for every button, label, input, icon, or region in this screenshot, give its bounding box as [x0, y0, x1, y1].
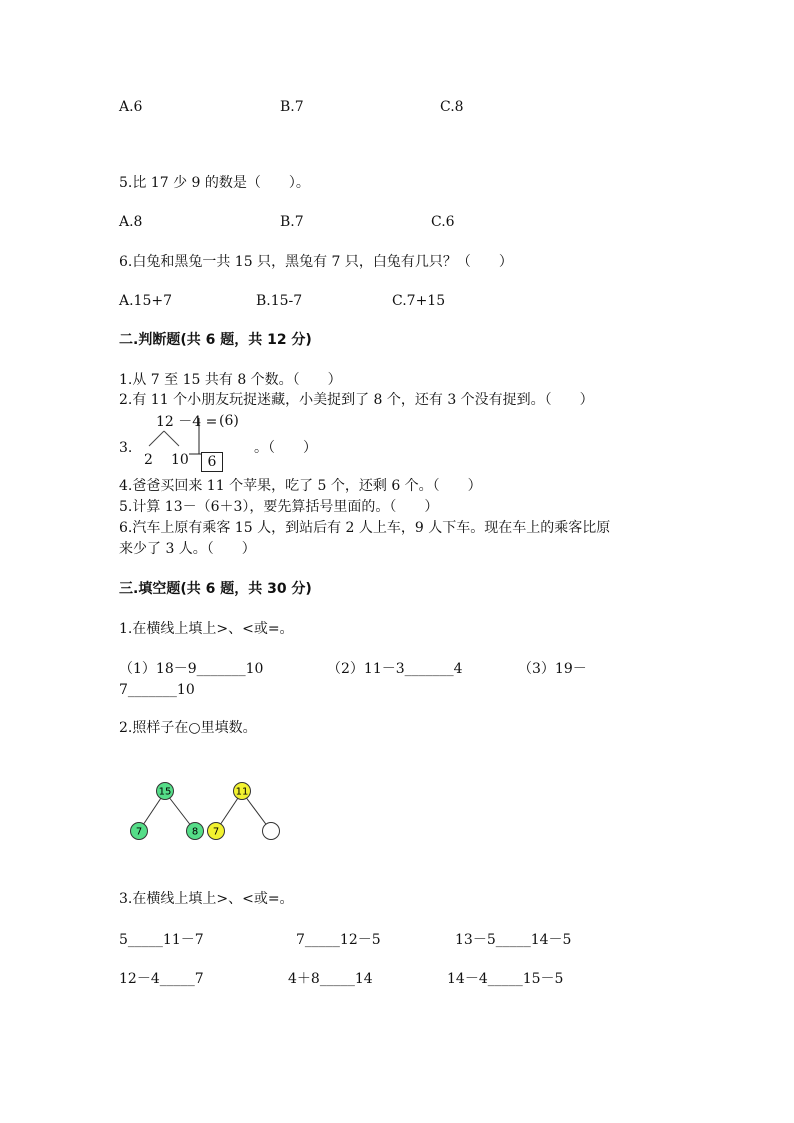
fill-q1-line2: 7_______10 — [119, 682, 195, 698]
fill-q1-item-3: （3）19－ — [518, 661, 587, 677]
section-3-title: 三.填空题(共 6 题，共 30 分) — [119, 581, 312, 597]
q6-option-b: B.15-7 — [256, 293, 303, 309]
q6-option-c: C.7+15 — [392, 293, 446, 309]
judge-q3-equation: 12 －4 = — [156, 414, 218, 430]
tree2-right-node[interactable] — [263, 823, 280, 840]
judge-q2: 2.有 11 个小朋友玩捉迷藏，小美捉到了 8 个，还有 3 个没有捉到。（ ） — [119, 392, 594, 408]
tree2-top-node — [234, 783, 251, 800]
q4-option-c: C.8 — [440, 99, 464, 115]
fill-q3-r1-item-1: 5_____11－7 — [119, 932, 204, 948]
judge-q3-split-right: 10 — [171, 452, 189, 468]
judge-q3-box: 6 — [201, 452, 223, 472]
fill-q1: 1.在横线上填上>、<或=。 — [119, 621, 294, 637]
q4-option-b: B.7 — [280, 99, 304, 115]
judge-q3-split-left: 2 — [144, 452, 153, 468]
q5-option-c: C.6 — [431, 214, 455, 230]
judge-q3-figure — [119, 410, 339, 480]
tree1-left-value: 7 — [135, 826, 143, 838]
q5-option-a: A.8 — [119, 214, 143, 230]
judge-q1: 1.从 7 至 15 共有 8 个数。（ ） — [119, 372, 342, 388]
tree2-left-value: 7 — [212, 826, 220, 838]
fill-q3-r2-item-1: 12－4_____7 — [119, 971, 204, 987]
tree1-right-value: 8 — [191, 826, 199, 838]
number-tree-figure — [126, 778, 296, 848]
judge-q3-prefix: 3. — [119, 440, 133, 456]
q6-option-a: A.15+7 — [119, 293, 173, 309]
judge-q4: 4.爸爸买回来 11 个苹果，吃了 5 个，还剩 6 个。（ ） — [119, 478, 482, 494]
fill-q3: 3.在横线上填上>、<或=。 — [119, 891, 294, 907]
judge-q3-answer: (6) — [219, 413, 239, 429]
q5-option-b: B.7 — [280, 214, 304, 230]
judge-q3-suffix: 。（ ） — [254, 440, 317, 456]
fill-q3-r2-item-2: 4＋8_____14 — [288, 971, 373, 987]
judge-q6-line1: 6.汽车上原有乘客 15 人，到站后有 2 人上车，9 人下车。现在车上的乘客比原 — [119, 520, 611, 536]
q4-option-a: A.6 — [119, 99, 143, 115]
tree1-right-node — [187, 823, 204, 840]
tree2-top-value: 11 — [235, 786, 249, 798]
tree1-top-value: 15 — [158, 786, 172, 798]
judge-q5: 5.计算 13－（6＋3），要先算括号里面的。（ ） — [119, 499, 439, 515]
fill-q3-r1-item-3: 13－5_____14－5 — [455, 932, 572, 948]
tree1-top-node — [157, 783, 174, 800]
fill-q2: 2.照样子在○里填数。 — [119, 720, 257, 736]
judge-q6-line2: 来少了 3 人。（ ） — [119, 541, 256, 557]
fill-q1-item-2: （2）11－3_______4 — [327, 661, 463, 677]
tree2-left-node — [208, 823, 225, 840]
fill-q1-item-1: （1）18－9_______10 — [119, 661, 264, 677]
fill-q3-r2-item-3: 14－4_____15－5 — [447, 971, 564, 987]
question-5: 5.比 17 少 9 的数是（ ）。 — [119, 175, 310, 191]
question-6: 6.白兔和黑兔一共 15 只，黑兔有 7 只，白兔有几只？（ ） — [119, 254, 513, 270]
section-2-title: 二.判断题(共 6 题，共 12 分) — [119, 332, 312, 348]
tree1-left-node — [131, 823, 148, 840]
fill-q3-r1-item-2: 7_____12－5 — [296, 932, 381, 948]
